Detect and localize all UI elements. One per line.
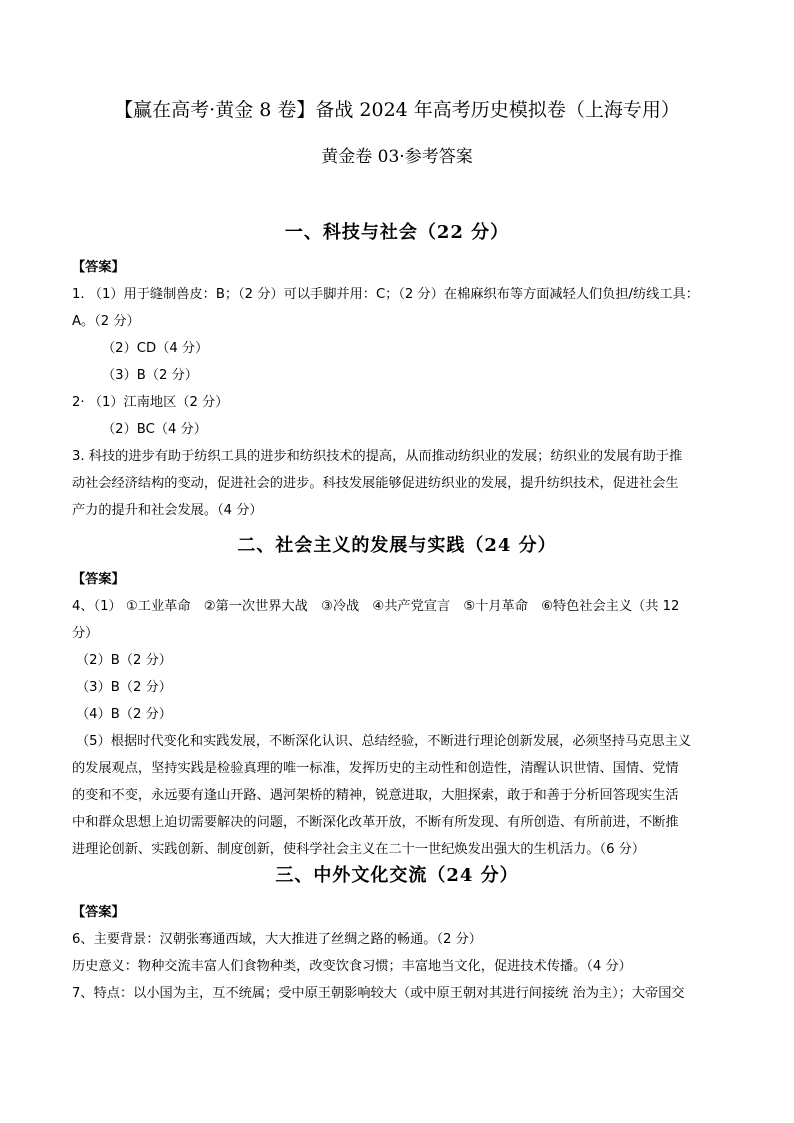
answer-line: 2· （1）江南地区（2 分） [72, 395, 229, 410]
answer-line: （5）根据时代变化和实践发展，不断深化认识、总结经验，不断进行理论创新发展，必须坚持马克思主义 [76, 734, 692, 749]
answer-label: 【答案】 [72, 905, 125, 920]
answer-line: （3）B（2 分） [76, 680, 172, 695]
answer-label: 【答案】 [72, 260, 125, 275]
answer-line: 3. 科技的进步有助于纺织工具的进步和纺织技术的提高，从而推动纺织业的发展；纺织业的发展有助于推 [72, 449, 683, 464]
answer-line: （2）CD（4 分） [102, 341, 209, 356]
answer-label: 【答案】 [72, 572, 125, 587]
answer-line: A。（2 分） [72, 314, 140, 329]
answer-line: 动社会经济结构的变动，促进社会的进步。科技发展能够促进纺织业的发展，提升纺织技术，促进社会生 [72, 476, 679, 491]
answer-line: 4、（1） ①工业革命 ②第一次世界大战 ③冷战 ④共产党宣言 ⑤十月革命 ⑥特色社会主义（共 12 [72, 599, 680, 614]
answer-line: 分） [72, 626, 99, 641]
answer-line: 7、特点：以小国为主，互不统属；受中原王朝影响较大（或中原王朝对其进行间接统 治为主）；大帝国交 [72, 986, 685, 1001]
section-heading: 三、中外文化交流（24 分） [275, 865, 519, 886]
section-heading: 一、科技与社会（22 分） [284, 222, 510, 243]
answer-line: 的发展观点，坚持实践是检验真理的唯一标准，发挥历史的主动性和创造性，清醒认识世情、国情、党情 [72, 761, 679, 776]
answer-line: 产力的提升和社会发展。（4 分） [72, 503, 263, 518]
answer-line: 进理论创新、实践创新、制度创新，使科学社会主义在二十一世纪焕发出强大的生机活力。（6 分） [72, 842, 646, 857]
answer-line: （3）B（2 分） [102, 368, 198, 383]
answer-line: （2）BC（4 分） [102, 422, 207, 437]
answer-line: 历史意义：物种交流丰富人们食物种类，改变饮食习惯；丰富地当文化，促进技术传播。（4 分） [72, 959, 632, 974]
document-title: 【赢在高考·黄金 8 卷】备战 2024 年高考历史模拟卷（上海专用） [114, 99, 680, 121]
answer-line: 6、主要背景：汉朝张骞通西域，大大推进了丝绸之路的畅通。（2 分） [72, 932, 482, 947]
section-heading: 二、社会主义的发展与实践（24 分） [237, 535, 557, 556]
answer-line: 1. （1）用于缝制兽皮：B；（2 分）可以手脚并用：C；（2 分）在棉麻织布等方面减轻人们负担/纺线工具： [72, 287, 699, 302]
document-subtitle: 黄金卷 03·参考答案 [321, 147, 473, 167]
answer-line: 的变和不变，永远要有逢山开路、遇河架桥的精神，锐意进取，大胆探索，敢于和善于分析回答现实生活 [72, 788, 679, 803]
answer-line: 中和群众思想上迫切需要解决的问题，不断深化改革开放，不断有所发现、有所创造、有所前进，不断推 [72, 815, 679, 830]
answer-line: （2）B（2 分） [76, 653, 172, 668]
answer-line: （4）B（2 分） [76, 707, 172, 722]
